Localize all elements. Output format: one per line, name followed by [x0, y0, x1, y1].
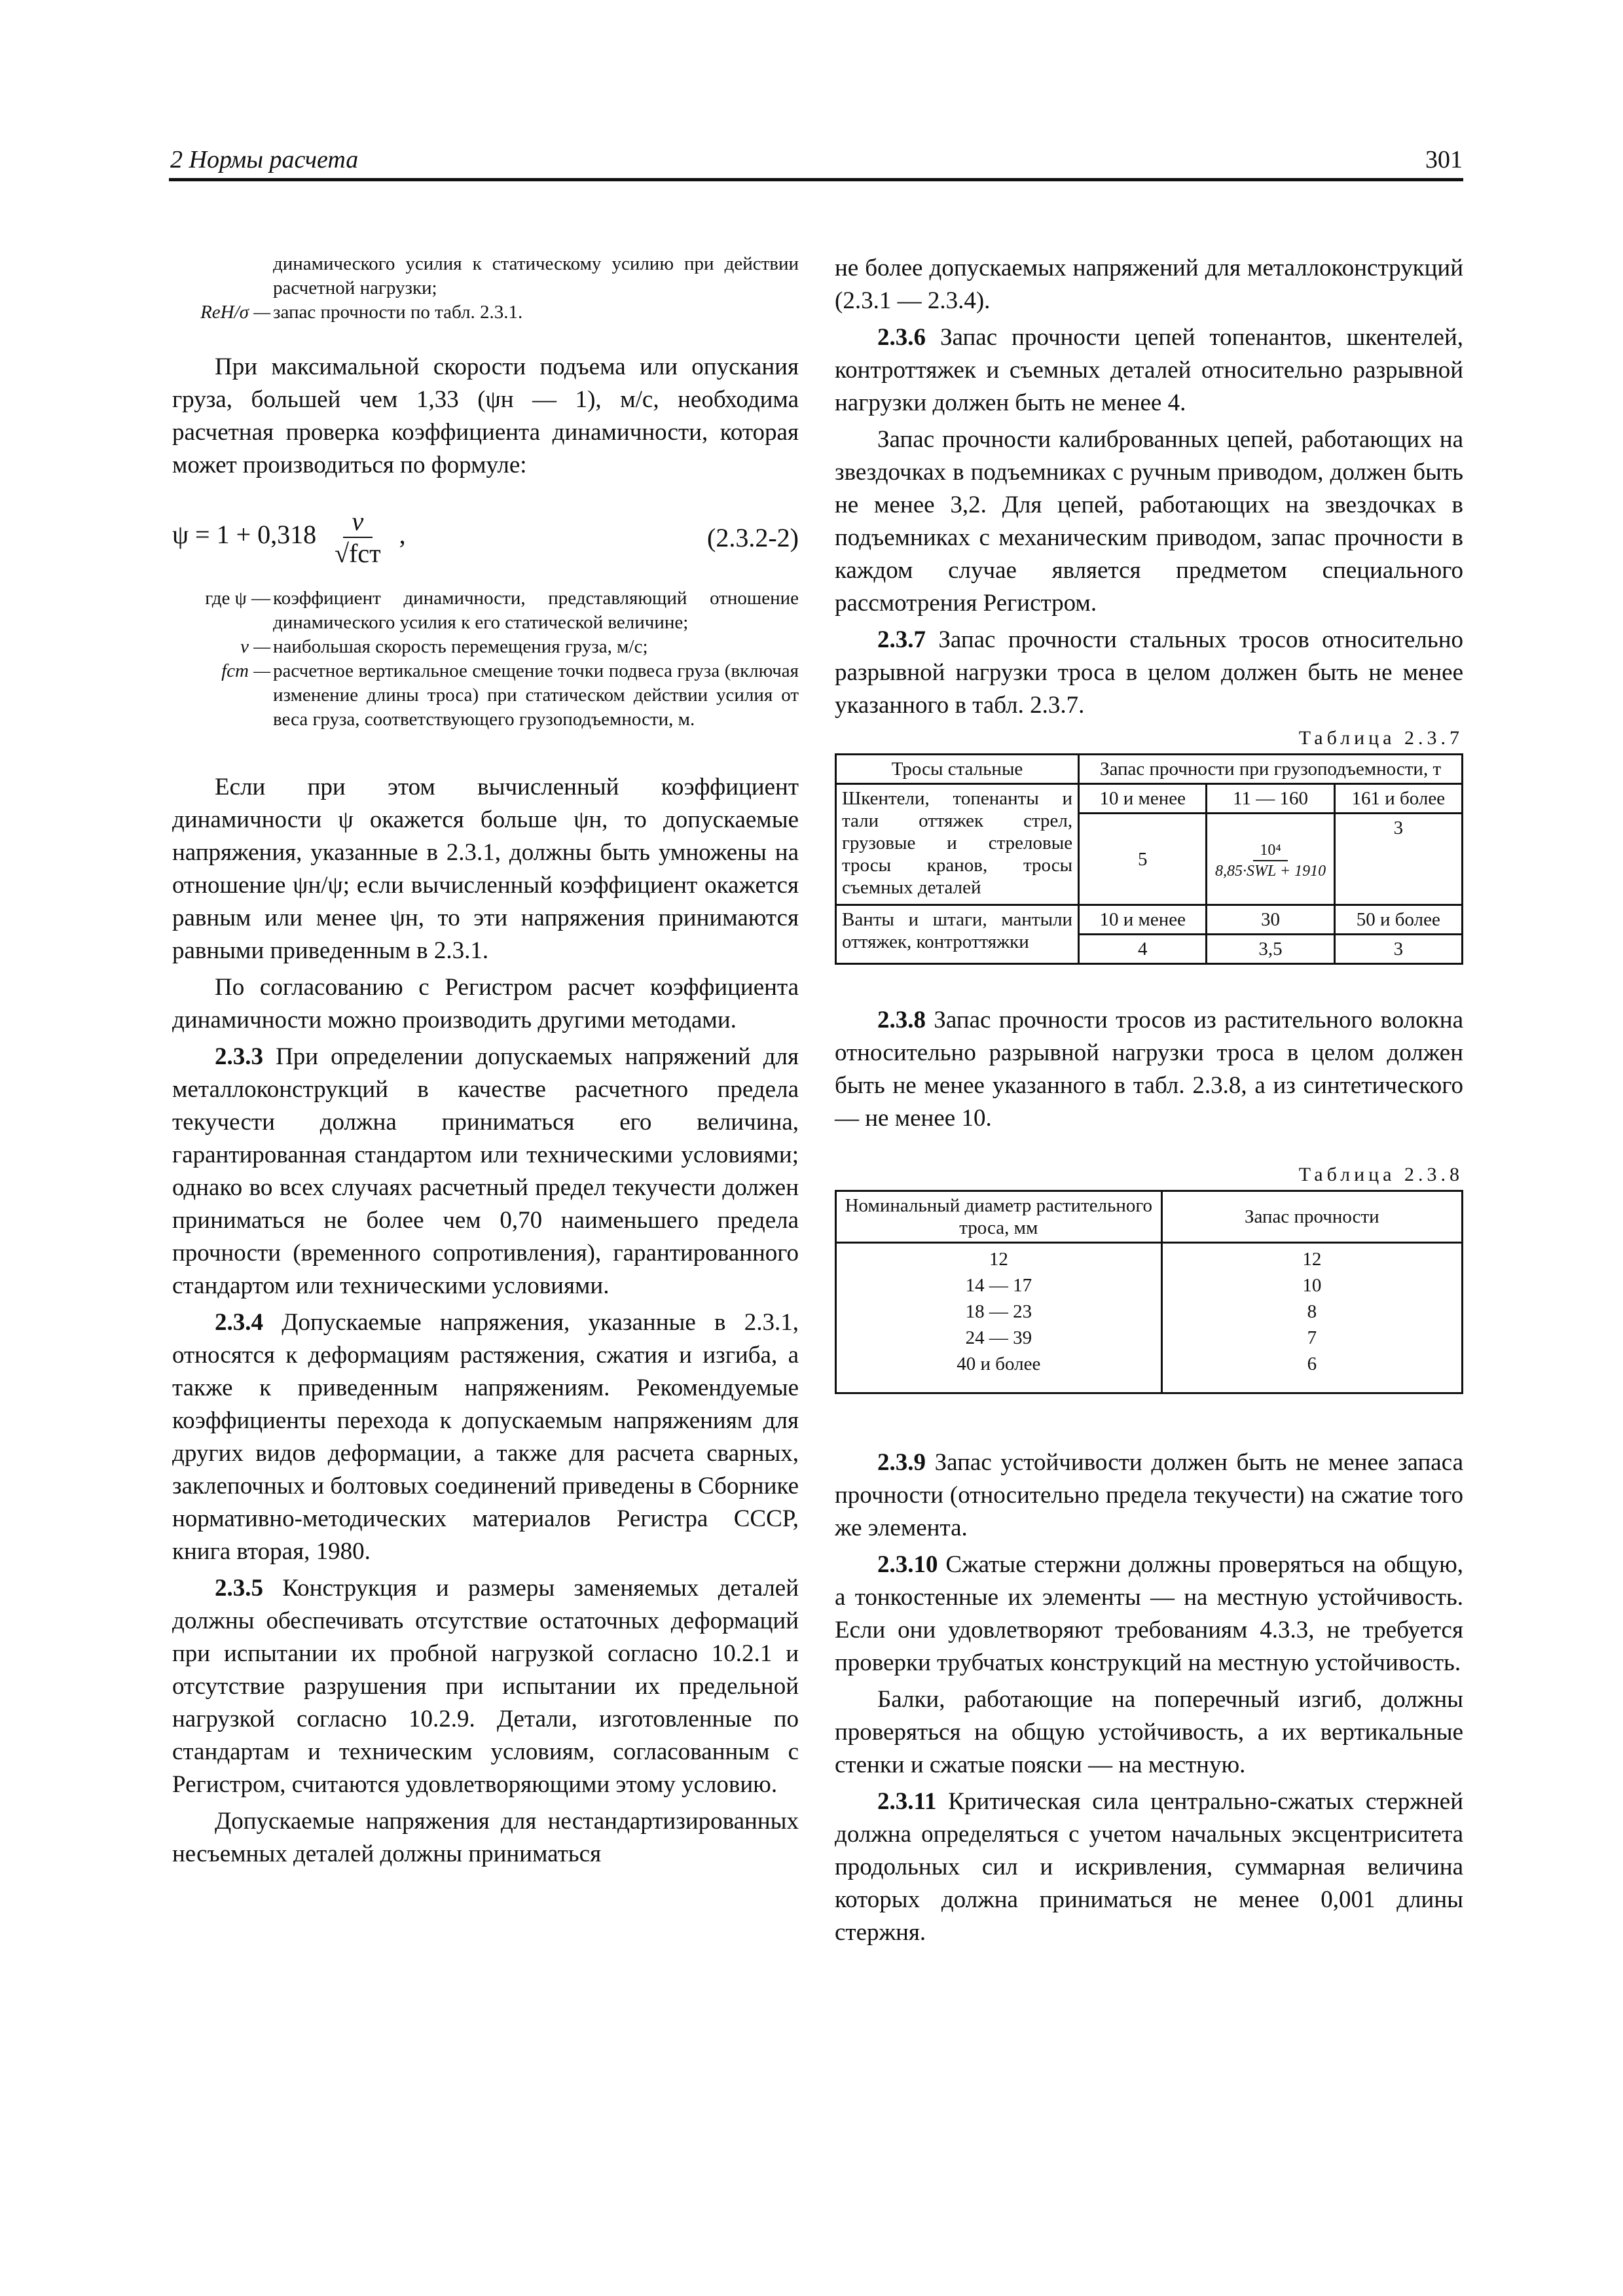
paragraph-nonstandard: Допускаемые напряжения для нестандартизированных несъемных деталей должны приниматься — [172, 1808, 799, 1867]
definition-psi: где ψ — коэффициент динамичности, представляющий отношение динамического усилия к его статической величине; — [205, 588, 799, 633]
paragraph-continuation: не более допускаемых напряжений для металлоконструкций (2.3.1 — 2.3.4). — [835, 255, 1463, 314]
header-rule — [169, 178, 1463, 181]
formula-definitions — [172, 586, 799, 732]
paragraph-2-3-11: 2.3.11 Критическая сила центрально-сжатых стержней должна определяться с учетом начальных эксцентриситета продольных сил и искривления, суммарная величина которых должна приниматься не менее 0,001 длины стержня. — [835, 1788, 1463, 1946]
right-column — [835, 252, 1463, 1953]
table-row — [836, 1243, 1463, 1393]
table-header-row: Номинальный диаметр растительного троса, мм Запас прочности — [836, 1191, 1463, 1243]
paragraph-2-3-9: 2.3.9 Запас устойчивости должен быть не менее запаса прочности (относительно предела текучести) на сжатие того же элемента. — [835, 1449, 1463, 1541]
paragraph-2-3-3: 2.3.3 При определении допускаемых напряжений для металлоконструкций в качестве расчетного предела текучести должна приниматься его величина, гарантированная стандартом или техническими условиями; однако во всех случаях расчетный предел текучести должен приниматься не более чем 0,70 наименьшего предела прочности (временного сопротивления), гарантированного стандартом или техническими условиями. — [172, 1043, 799, 1299]
table-row: 4 3,5 3 — [836, 935, 1463, 964]
running-header-title: 2 Нормы расчета — [170, 146, 359, 173]
diameter-values: 12 14 — 17 18 — 23 24 — 39 40 и более — [836, 1243, 1162, 1393]
formula-fraction: 10⁴ 8,85·SWL + 1910 — [1214, 841, 1326, 880]
top-definitions — [172, 252, 799, 325]
left-column — [172, 252, 799, 1874]
paragraph-beams: Балки, работающие на поперечный изгиб, должны проверяться на общую устойчивость, а их вертикальные стенки и сжатые пояски — на местную. — [835, 1686, 1463, 1778]
formula-number: (2.3.2-2) — [707, 522, 799, 552]
paragraph-calibrated-chains: Запас прочности калиброванных цепей, работающих на звездочках в подъемниках с ручным приводом, должен быть не менее 3,2. Для цепей, работающих на звездочках в подъемниках с механическим приводом, запас прочности в каждом случае является предметом специального рассмотрения Регистром. — [835, 426, 1463, 617]
paragraph-2-3-4: 2.3.4 Допускаемые напряжения, указанные в 2.3.1, относятся к деформациям растяжения, сжатия и изгиба, а также к приведенным напряжениям. Рекомендуемые коэффициенты перехода к допускаемым напряжениям для других видов деформации, а также для расчета сварных, заклепочных и болтовых соединений приведены в Сборнике нормативно-методических материалов Регистра СССР, книга вторая, 1980. — [172, 1309, 799, 1565]
table-2-3-7 — [835, 753, 1463, 965]
table-2-3-7-caption: Таблица 2.3.7 — [1298, 727, 1463, 749]
table-row: 5 10⁴ 8,85·SWL + 1910 3 — [836, 814, 1463, 905]
safety-values: 12 10 8 7 6 — [1161, 1243, 1462, 1393]
table-row: Шкентели, топенанты и тали оттяжек стрел, грузовые и стреловые тросы кранов, тросы съемных деталей 10 и менее 11 — 160 161 и более — [836, 784, 1463, 814]
paragraph-2-3-10: 2.3.10 Сжатые стержни должны проверяться на общую, а тонкостенные их элементы — на местную устойчивость. Если они удовлетворяют требованиям 4.3.3, не требуется проверки трубчатых конструкций на местную устойчивость. — [835, 1551, 1463, 1676]
paragraph-2-3-6: 2.3.6 Запас прочности цепей топенантов, шкентелей, контроттяжек и съемных деталей относительно разрывной нагрузки должен быть не менее 4. — [835, 324, 1464, 416]
table-row: Ванты и штаги, мантыли оттяжек, контроттяжки 10 и менее 30 50 и более — [836, 905, 1463, 935]
table-2-3-8 — [835, 1190, 1463, 1394]
definition-fst: fст — расчетное вертикальное смещение точки подвеса груза (включая изменение длины троса) при статическом действии усилия от веса груза, соответствующего грузоподъемности, м. — [221, 660, 799, 730]
paragraph-max-speed: При максимальной скорости подъема или опускания груза, большей чем 1,33 (ψн — 1), м/с, необходима расчетная проверка коэффициента динамичности, которая может производиться по формуле: — [172, 353, 799, 478]
table-2-3-8-caption: Таблица 2.3.8 — [1298, 1164, 1463, 1185]
definition-reh: ReH/σ — запас прочности по табл. 2.3.1. — [200, 302, 523, 323]
paragraph-coefficient: Если при этом вычисленный коэффициент динамичности ψ окажется больше ψн, то допускаемые напряжения, указанные в 2.3.1, должны быть умножены на отношение ψн/ψ; если вычисленный коэффициент окажется равным или менее ψн, то эти напряжения принимаются равными приведенным в 2.3.1. — [172, 774, 799, 964]
paragraph-2-3-7: 2.3.7 Запас прочности стальных тросов относительно разрывной нагрузки троса в целом должен быть не менее указанного в табл. 2.3.7. — [835, 626, 1464, 719]
paragraph-2-3-8: 2.3.8 Запас прочности тросов из растительного волокна относительно разрывной нагрузки троса в целом должен быть не менее указанного в табл. 2.3.8, а из синтетического — не менее 10. — [835, 1007, 1463, 1132]
definition-v: v — наибольшая скорость перемещения груза, м/с; — [240, 636, 648, 657]
formula-2-3-2-2: ψ = 1 + 0,318 $\frac{v}{\text{√fст}}$ , (2.3.2-2) — [172, 507, 799, 568]
page-number: 301 — [1425, 146, 1463, 173]
paragraph-2-3-5: 2.3.5 Конструкция и размеры заменяемых деталей должны обеспечивать отсутствие остаточных деформаций при испытании их пробной нагрузкой согласно 10.2.1 и отсутствие разрушения при испытании их предельной нагрузкой согласно 10.2.9. Детали, изготовленные по стандартам и техническим условиям, согласованным с Регистром, считаются удовлетворяющими этому условию. — [172, 1575, 799, 1798]
paragraph-register-agreement: По согласованию с Регистром расчет коэффициента динамичности можно производить другими методами. — [172, 974, 799, 1033]
formula-fraction: $\frac{v}{\text{√fст}}$ — [335, 507, 381, 568]
definition-continuation: динамического усилия к статическому усилию при действии расчетной нагрузки; — [273, 253, 799, 298]
formula-lhs: ψ = 1 + 0,318 — [172, 520, 317, 550]
table-header-row: Тросы стальные Запас прочности при грузоподъемности, т — [836, 755, 1463, 784]
